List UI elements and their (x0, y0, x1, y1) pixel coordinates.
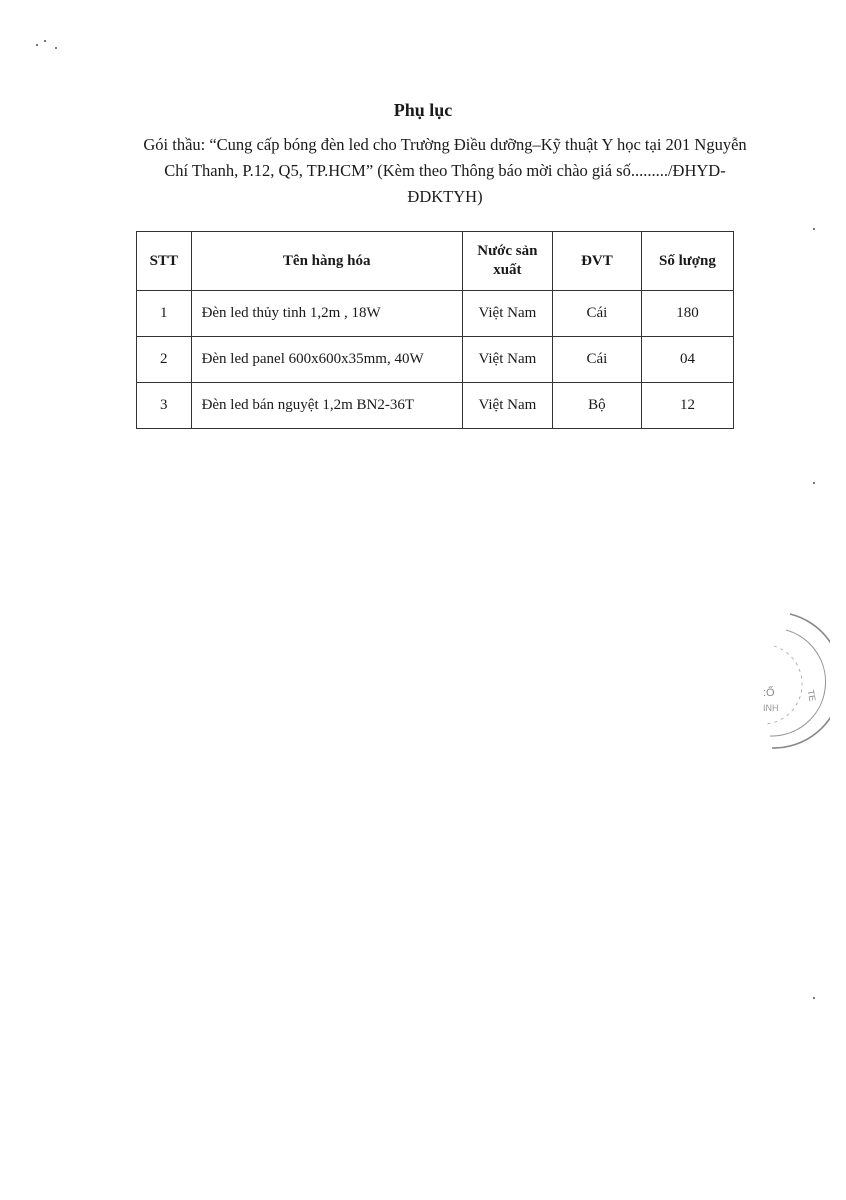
table-row (137, 337, 734, 383)
cell-name: Đèn led bán nguyệt 1,2m BN2-36T (191, 383, 462, 429)
scan-speck (44, 40, 46, 42)
cell-unit: Cái (552, 291, 641, 337)
scan-speck (813, 228, 815, 230)
header-origin: Nước sản xuất (462, 232, 552, 291)
header-qty: Số lượng (641, 232, 733, 291)
document-subtitle: Gói thầu: “Cung cấp bóng đèn led cho Trường Điều dưỡng–Kỹ thuật Y học tại 201 Nguyễn Chí Thanh, P.12, Q5, TP.HCM” (Kèm theo Thông báo mời chào giá số........./ĐHYD-ĐDKTYH) (143, 135, 747, 206)
table-row (137, 291, 734, 337)
stamp-text: TE (805, 688, 818, 703)
cell-name: Đèn led thủy tinh 1,2m , 18W (191, 291, 462, 337)
scan-speck (813, 997, 815, 999)
table-row (137, 383, 734, 429)
cell-unit: Cái (552, 337, 641, 383)
header-stt: STT (137, 232, 192, 291)
cell-qty: 04 (641, 337, 733, 383)
cell-origin: Việt Nam (462, 291, 552, 337)
table-header-row (137, 232, 734, 291)
cell-qty: 180 (641, 291, 733, 337)
cell-unit: Bộ (552, 383, 641, 429)
items-table (136, 231, 734, 429)
page-title: Phụ lục (393, 100, 453, 120)
scan-speck (55, 47, 57, 49)
cell-qty: 12 (641, 383, 733, 429)
cell-stt: 1 (137, 291, 192, 337)
scan-speck (813, 482, 815, 484)
header-unit: ĐVT (552, 232, 641, 291)
cell-origin: Việt Nam (462, 337, 552, 383)
header-name: Tên hàng hóa (191, 232, 462, 291)
cell-name: Đèn led panel 600x600x35mm, 40W (191, 337, 462, 383)
cell-origin: Việt Nam (462, 383, 552, 429)
scan-speck (36, 44, 38, 46)
stamp-text: INH (763, 703, 779, 713)
cell-stt: 3 (137, 383, 192, 429)
cell-stt: 2 (137, 337, 192, 383)
stamp-seal-icon (760, 612, 830, 752)
stamp-text: :Ố (763, 687, 775, 699)
